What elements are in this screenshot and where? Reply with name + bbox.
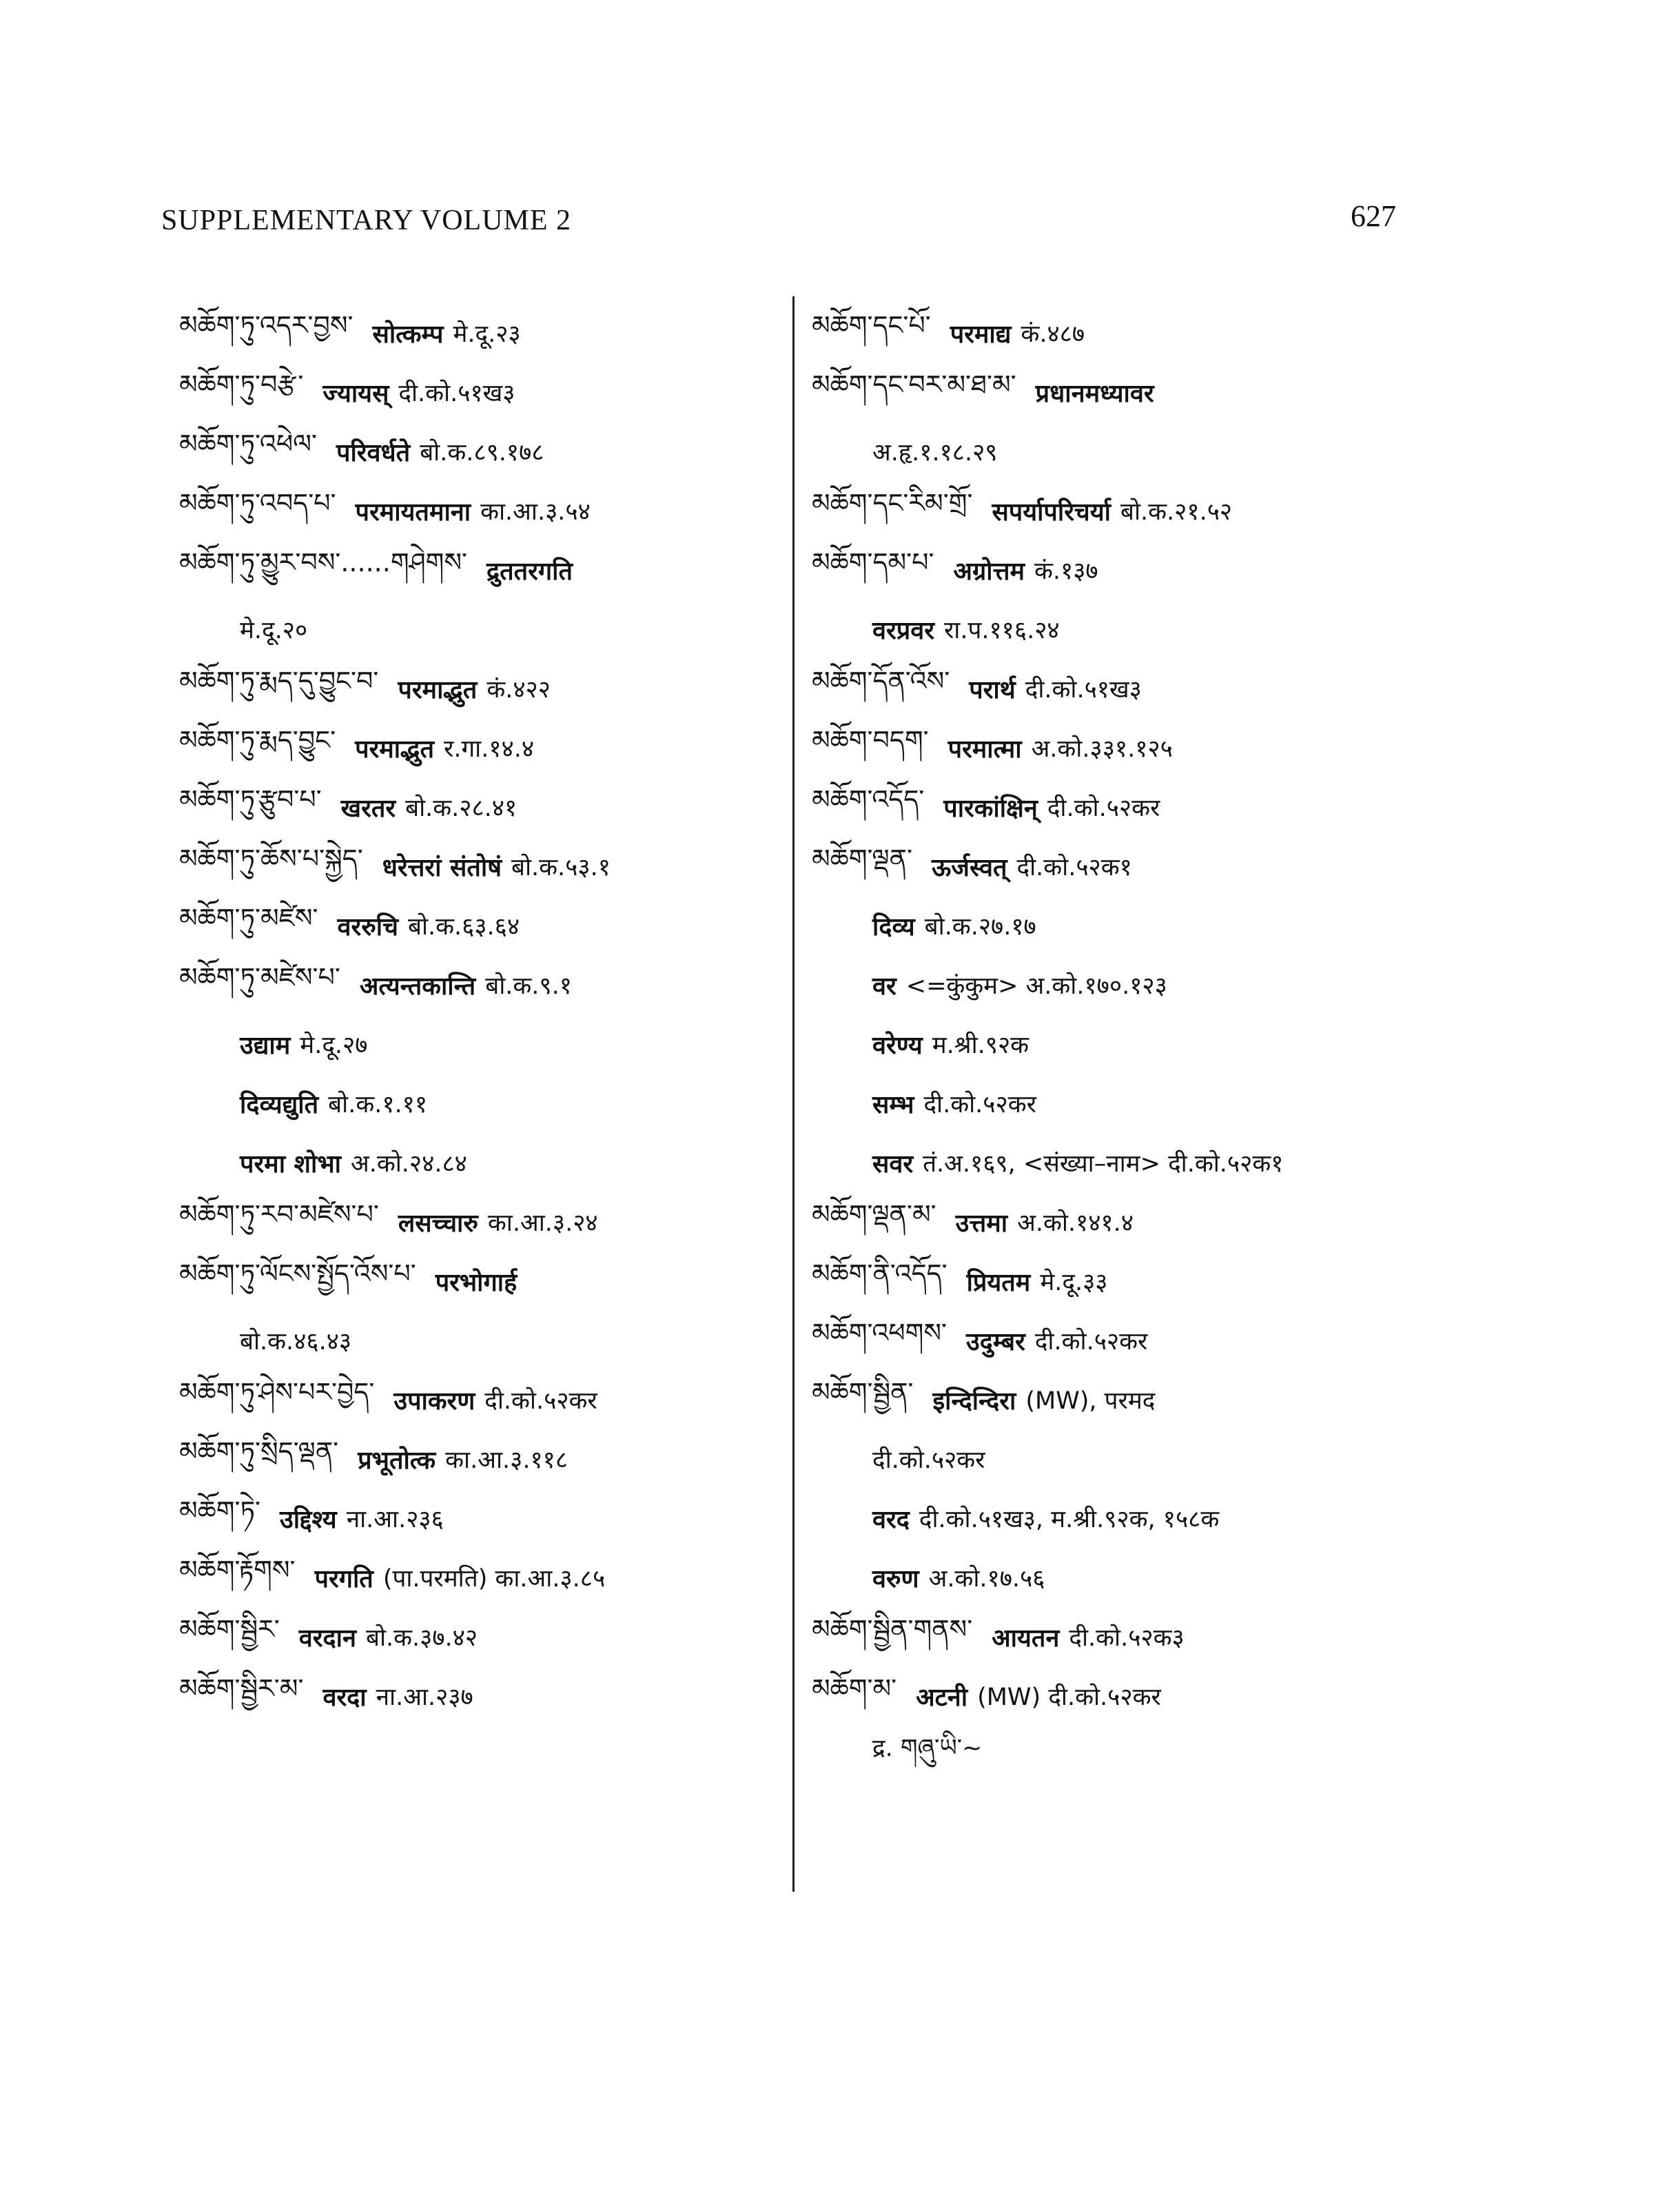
sub-entry (179, 1014, 786, 1074)
dictionary-entry (179, 1548, 786, 1607)
source-reference: बो.क.६३.६४ (407, 912, 520, 941)
tibetan-headword: མཆོག་དོན་འོས་ (812, 665, 950, 696)
source-reference: बो.क.३७.४२ (365, 1624, 478, 1652)
source-reference: बो.क.५३.१ (511, 853, 611, 881)
sanskrit-equivalent: पारकांक्षिन् (943, 794, 1038, 823)
tibetan-headword: མཆོག་ཏུ་རབ་མཛེས་པ་ (179, 1198, 379, 1229)
dictionary-entry (179, 540, 786, 600)
sanskrit-equivalent: धरेत्तरां संतोषं (382, 853, 502, 882)
sanskrit-equivalent: इन्दिन्दिरा (932, 1387, 1016, 1416)
sanskrit-equivalent: परमाद्य (950, 320, 1012, 349)
source-reference: बो.क.२८.४१ (405, 794, 518, 822)
dictionary-entry (812, 718, 1432, 777)
tibetan-headword: མཆོག་སྦྱིན་ (812, 1376, 914, 1407)
dictionary-entry (812, 1311, 1432, 1370)
tibetan-headword: མཆོག་དམ་པ་ (812, 546, 934, 578)
sub-entry (812, 1074, 1432, 1133)
source-reference: र.गा.१४.४ (444, 735, 535, 763)
source-reference: <=कुंकुम> अ.को.१७०.१२३ (905, 972, 1167, 1000)
tibetan-headword: མཆོག་ཏུ་འབད་པ་ (179, 487, 336, 518)
dictionary-entry (179, 896, 786, 955)
source-reference: (MW) दी.को.५२कर (977, 1683, 1161, 1711)
source-reference: ना.आ.२३६ (346, 1505, 444, 1533)
source-reference: अ.हृ.१.१८.२९ (872, 438, 998, 467)
right-column (812, 303, 1432, 1785)
sanskrit-equivalent: ज्यायस् (322, 379, 389, 408)
tibetan-headword: མཆོག་ནི་འདོད་ (812, 1258, 947, 1289)
tibetan-headword: མཆོག་ཏུ་མྱུར་བས་......གཤེགས་ (179, 546, 467, 578)
source-reference: दी.को.५१ख३ (1025, 675, 1142, 704)
left-column (179, 303, 786, 1726)
column-divider (792, 296, 795, 1892)
source-reference: मे.दू.२३ (453, 320, 521, 348)
source-reference: ना.आ.२३७ (376, 1683, 473, 1711)
sanskrit-equivalent: परार्थ (969, 675, 1016, 704)
sanskrit-equivalent: प्रधानमध्यावर (1035, 379, 1154, 408)
tibetan-headword: མཆོག་དང་བར་མ་ཐ་མ་ (812, 369, 1016, 400)
dictionary-entry (179, 1666, 786, 1726)
sanskrit-equivalent: द्रुततरगति (486, 557, 573, 586)
sanskrit-equivalent: वर (872, 972, 897, 1001)
dictionary-entry (812, 837, 1432, 896)
dictionary-entry (812, 1666, 1432, 1726)
dictionary-entry (812, 303, 1432, 362)
tibetan-headword: མཆོག་ཏུ་རྨད་དུ་བྱུང་བ་ (179, 665, 379, 696)
continuation-line (179, 1311, 786, 1370)
source-reference: दी.को.५२कर (1047, 794, 1160, 822)
tibetan-headword: མཆོག་བདག་ (812, 724, 929, 755)
source-reference: अ.को.१७.५६ (928, 1564, 1045, 1593)
sanskrit-equivalent: परमात्मा (947, 735, 1022, 764)
dictionary-entry (812, 1370, 1432, 1429)
source-reference: दी.को.५२कर (484, 1387, 597, 1415)
sanskrit-equivalent: अटनी (916, 1683, 968, 1712)
sanskrit-equivalent: उत्तमा (955, 1209, 1008, 1238)
tibetan-headword: མཆོག་ལྡན་མ་ (812, 1198, 936, 1229)
dictionary-entry (812, 481, 1432, 540)
dictionary-entry (812, 362, 1432, 422)
page-number: 627 (1351, 199, 1396, 233)
source-reference: बो.क.१.११ (328, 1090, 428, 1118)
source-reference: बो.क.२१.५२ (1120, 498, 1233, 526)
sanskrit-equivalent: सवर (872, 1149, 914, 1178)
sanskrit-equivalent: सम्भ (872, 1090, 914, 1119)
sanskrit-equivalent: परमाद्भुत (398, 675, 478, 704)
dictionary-entry (179, 718, 786, 777)
source-reference: रा.प.११६.२४ (943, 616, 1060, 644)
dictionary-entry (179, 1370, 786, 1429)
tibetan-headword: མཆོག་ཏུ་རྩུབ་པ་ (179, 784, 322, 815)
source-reference: कं.१३७ (1034, 557, 1098, 585)
dictionary-entry (179, 303, 786, 362)
sanskrit-equivalent: वररुचि (337, 912, 398, 941)
dictionary-entry (179, 1489, 786, 1548)
dictionary-entry (179, 1251, 786, 1311)
tibetan-headword: མཆོག་ཏེ་ (179, 1495, 261, 1526)
source-reference: बो.क.८९.१७८ (420, 438, 544, 467)
tibetan-headword: མཆོག་ཏུ་མཛེས་ (179, 902, 318, 933)
sanskrit-equivalent: प्रियतम (966, 1268, 1031, 1297)
sub-entry (812, 955, 1432, 1014)
source-reference: दी.को.५२क३ (1069, 1624, 1185, 1652)
source-reference: म.श्री.९२क (932, 1031, 1029, 1059)
tibetan-headword: མཆོག་སྦྱིན་གནས་ (812, 1613, 973, 1644)
dictionary-entry (812, 540, 1432, 600)
sub-entry (812, 1014, 1432, 1074)
sanskrit-equivalent: वरदा (322, 1683, 367, 1712)
sanskrit-equivalent: परभोगार्ह (435, 1268, 518, 1297)
sanskrit-equivalent: सपर्यापरिचर्या (992, 498, 1111, 527)
source-reference: तं.अ.१६९, <संख्या–नाम> दी.को.५२क१ (923, 1149, 1284, 1178)
dictionary-entry (179, 837, 786, 896)
source-reference: अ.को.१४१.४ (1017, 1209, 1134, 1237)
source-reference: मे.दू.२० (240, 616, 308, 644)
tibetan-headword: མཆོག་མ་ (812, 1673, 897, 1704)
tibetan-headword: མཆོག་སྦྱིར་མ་ (179, 1673, 304, 1704)
dictionary-entry (179, 955, 786, 1014)
sub-entry (179, 1074, 786, 1133)
tibetan-headword: མཆོག་ཏུ་ལོངས་སྤྱོད་འོས་པ་ (179, 1258, 416, 1289)
sub-entry (179, 1133, 786, 1192)
source-reference: अ.को.३३१.१२५ (1031, 735, 1173, 763)
dictionary-entry (179, 481, 786, 540)
tibetan-headword: མཆོག་ཏུ་འཕེལ་ (179, 428, 317, 459)
dictionary-entry (179, 1192, 786, 1251)
dictionary-entry (179, 1429, 786, 1489)
source-reference: का.आ.३.२४ (487, 1209, 598, 1237)
dictionary-entry (179, 362, 786, 422)
sub-entry (812, 600, 1432, 659)
sanskrit-equivalent: वरुण (872, 1564, 919, 1593)
tibetan-headword: མཆོག་ཏུ་སྲིད་ལྡན་ (179, 1435, 339, 1467)
dictionary-entry (812, 659, 1432, 718)
sub-entry (812, 1489, 1432, 1548)
tibetan-headword: མཆོག་ལྡན་ (812, 843, 912, 874)
dictionary-entry (812, 1607, 1432, 1666)
dictionary-entry (179, 777, 786, 837)
sanskrit-equivalent: लसच्चारु (398, 1209, 478, 1238)
sanskrit-equivalent: ऊर्जस्वत् (931, 853, 1007, 882)
sanskrit-equivalent: परगति (314, 1564, 373, 1593)
sanskrit-equivalent: परमायतमाना (355, 498, 471, 527)
dictionary-entry (179, 1607, 786, 1666)
continuation-line (179, 600, 786, 659)
source-reference: दी.को.५१ख३ (398, 379, 515, 407)
source-reference: दी.को.५२कर (923, 1090, 1036, 1118)
source-reference: बो.क.४६.४३ (240, 1327, 352, 1356)
tibetan-headword: མཆོག་འཕགས་ (812, 1317, 947, 1348)
tibetan-headword: མཆོག་ཏུ་མཛེས་པ་ (179, 961, 340, 992)
sanskrit-equivalent: उपाकरण (393, 1387, 475, 1416)
source-reference: (पा.परमति) का.आ.३.८५ (382, 1564, 606, 1593)
tibetan-headword: མཆོག་འདོད་ (812, 784, 925, 815)
source-reference: बो.क.९.१ (485, 972, 572, 1000)
sanskrit-equivalent: वरेण्य (872, 1031, 923, 1060)
sanskrit-equivalent: उदुम्बर (966, 1327, 1025, 1356)
tibetan-headword: མཆོག་ཏུ་ཤེས་པར་བྱེད་ (179, 1376, 375, 1407)
dictionary-entry (812, 1251, 1432, 1311)
source-reference: का.आ.३.११८ (445, 1446, 568, 1474)
source-reference: कं.४२२ (486, 675, 551, 704)
source-reference: मे.दू.३३ (1040, 1268, 1108, 1296)
tibetan-headword: མཆོག་རྟོགས་ (179, 1554, 296, 1585)
source-reference: मे.दू.२७ (300, 1031, 368, 1059)
sanskrit-equivalent: वरदान (298, 1624, 356, 1653)
sanskrit-equivalent: सोत्कम्प (372, 320, 444, 349)
sanskrit-equivalent: दिव्य (872, 912, 915, 941)
source-reference: दी.को.५२कर (872, 1446, 985, 1474)
source-reference: दी.को.५२कर (1034, 1327, 1148, 1356)
source-reference: द्र. གཞུ་ཡི་~ (872, 1735, 983, 1762)
dictionary-entry (812, 1192, 1432, 1251)
sanskrit-equivalent: परिवर्धते (336, 438, 411, 467)
source-reference: दी.को.५१ख३, म.श्री.९२क, १५८क (919, 1505, 1220, 1533)
source-reference: (MW), परमद (1025, 1387, 1156, 1415)
sanskrit-equivalent: परमा शोभा (240, 1149, 341, 1178)
sanskrit-equivalent: उद्याम (240, 1031, 291, 1060)
sanskrit-equivalent: खरतर (340, 794, 396, 823)
sanskrit-equivalent: दिव्यद्युति (240, 1090, 319, 1119)
sanskrit-equivalent: आयतन (992, 1624, 1060, 1653)
tibetan-headword: མཆོག་དང་པོ་ (812, 309, 931, 340)
sub-entry (812, 896, 1432, 955)
tibetan-headword: མཆོག་ཏུ་རྨད་བྱུང་ (179, 724, 336, 755)
sanskrit-equivalent: प्रभूतोत्क (358, 1446, 436, 1475)
continuation-line (812, 422, 1432, 481)
sub-entry (812, 1133, 1432, 1192)
tibetan-headword: མཆོག་དང་རིམ་གྲོ་ (812, 487, 973, 518)
dictionary-entry (179, 659, 786, 718)
tibetan-headword: མཆོག་ཏུ་ཆོས་པ་སྐྱེད་ (179, 843, 363, 874)
tibetan-headword: མཆོག་སྦྱིར་ (179, 1613, 280, 1644)
source-reference: अ.को.२४.८४ (351, 1149, 467, 1178)
source-reference: कं.४८७ (1021, 320, 1085, 348)
tibetan-headword: མཆོག་ཏུ་བརྩེ་ (179, 369, 304, 400)
sanskrit-equivalent: परमाद्भुत (355, 735, 435, 764)
sanskrit-equivalent: वरद (872, 1505, 910, 1534)
source-reference: बो.क.२७.१७ (924, 912, 1036, 941)
tibetan-headword: མཆོག་ཏུ་འདར་བྱས་ (179, 309, 354, 340)
sanskrit-equivalent: उद्दिश्य (280, 1505, 337, 1534)
continuation-line (812, 1429, 1432, 1489)
sub-entry (812, 1548, 1432, 1607)
sanskrit-equivalent: अग्रोत्तम (953, 557, 1025, 586)
running-head: SUPPLEMENTARY VOLUME 2 (161, 205, 572, 236)
source-reference: का.आ.३.५४ (480, 498, 591, 526)
continuation-line (812, 1726, 1432, 1785)
dictionary-entry (179, 422, 786, 481)
dictionary-entry (812, 777, 1432, 837)
source-reference: दी.को.५२क१ (1016, 853, 1132, 881)
sanskrit-equivalent: वरप्रवर (872, 616, 934, 645)
sanskrit-equivalent: अत्यन्तकान्ति (359, 972, 476, 1001)
